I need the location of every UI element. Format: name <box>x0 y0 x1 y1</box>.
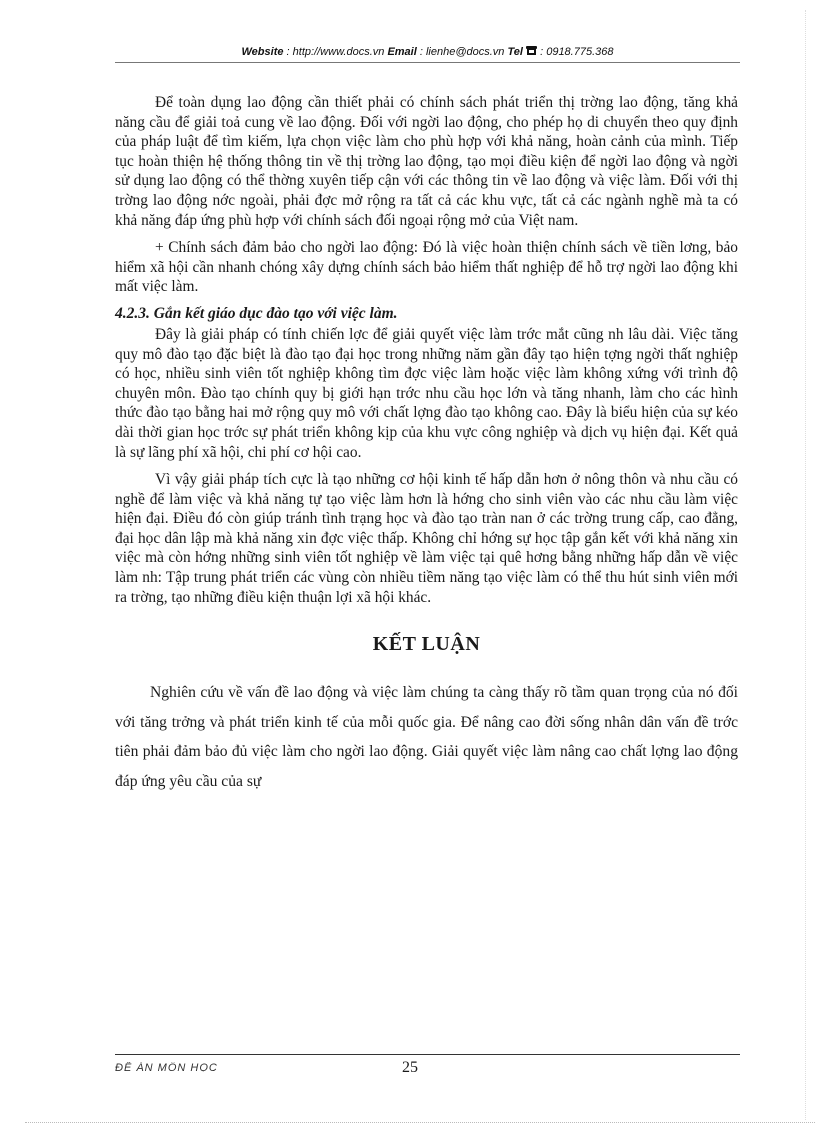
tel-value: : 0918.775.368 <box>540 46 614 58</box>
conclusion-title: KẾT LUẬN <box>372 633 481 656</box>
paragraph-rural-opportunities: Vì vậy giải pháp tích cực là tạo những cơ hội kinh tế hấp dẫn hơn ở nông thôn và nhu cầu có nghề để làm việc và khả năng tự tạo việc làm hơn là hớng cho sinh viên vào các nhu cầu làm việc hiện đại. Điều đó còn giúp tránh tình trạng học và đào tạo tràn nan ở các trờng trung cấp, cao đẳng, đại học dân lập mà khả năng xin đợc việc thấp. Không chỉ hớng sự học tập gắn kết với khả năng xin việc mà còn hớng những sinh viên tốt nghiệp về làm việc tại quê hơng bằng những hấp dẫn về việc làm nh: Tập trung phát triển các vùng còn nhiều tiềm năng tạo việc làm có thể thu hút sinh viên mới ra trờng, tạo những điều kiện thuận lợi xã hội khác. <box>115 471 738 606</box>
paragraph-education-strategy: Đây là giải pháp có tính chiến lợc để giải quyết việc làm trớc mắt cũng nh lâu dài. Việc tăng quy mô đào tạo đặc biệt là đào tạo đại học trong những năm gần đây tạo hiện tợng ngời thất nghiệp có học, nhiều sinh viên tốt nghiệp không tìm đợc việc làm hoặc việc làm không xứng với trình độ chuyên môn. Đào tạo chính quy bị giới hạn trớc nhu cầu học lớn và tăng nhanh, làm cho các hình thức đào tạo bằng hai mở rộng quy mô với chất lợng đào tạo không cao. Đây là biểu hiện của sự kéo dài thời gian học trớc sự phát triển không kịp của khu vực công nghiệp và dịch vụ hiện đại. Kết quả là sự lãng phí xã hội, chi phí cơ hội cao. <box>115 325 738 461</box>
website-value: : http://www.docs.vn <box>286 46 385 58</box>
paragraph-worker-policy: + Chính sách đảm bảo cho ngời lao động: Đó là việc hoàn thiện chính sách về tiền lơng, bảo hiểm xã hội cần nhanh chóng xây dựng chính sách bảo hiểm thất nghiệp để hỗ trợ ngời lao động khi mất việc làm. <box>115 239 738 296</box>
email-value: : lienhe@docs.vn <box>419 46 505 58</box>
footer-divider <box>115 1054 740 1055</box>
document-body <box>115 93 738 796</box>
tel-label: Tel <box>507 46 523 58</box>
website-label: Website <box>241 46 284 58</box>
page-edge-right <box>805 10 806 1120</box>
email-label: Email <box>387 46 417 58</box>
footer-title: ĐỀ ÁN MÔN HỌC <box>115 1062 218 1072</box>
conclusion-paragraph: Nghiên cứu về vấn đề lao động và việc làm chúng ta càng thấy rõ tầm quan trọng của nó đối với tăng trởng và phát triển kinh tế của mỗi quốc gia. Để nâng cao đời sống nhân dân vấn đề trớc tiên phải đảm bảo đủ việc làm cho ngời lao động. Giải quyết việc làm nâng cao chất lợng lao động đáp ứng yêu cầu của sự <box>115 684 738 790</box>
page-header <box>115 46 740 63</box>
page-number: 25 <box>402 1059 418 1076</box>
section-heading: 4.2.3. Gắn kết giáo dục đào tạo với việc làm. <box>115 304 398 322</box>
paragraph-labor-market: Để toàn dụng lao động cần thiết phải có chính sách phát triển thị trờng lao động, tăng khả năng cầu để giải toả cung về lao động. Đối với ngời lao động, cho phép họ di chuyển theo quy định của pháp luật để tìm kiếm, lựa chọn việc làm cho phù hợp với khả năng, hoàn cảnh của mình. Tiếp tục hoàn thiện hệ thống thông tin về thị trờng lao động, tạo mọi điều kiện để ngời lao động và ngời sử dụng lao động có thể thờng xuyên tiếp cận với các thông tin về lao động và việc làm. Đối với thị trờng lao động nớc ngoài, phải đợc mở rộng ra tất cả các khu vực, tất cả các ngành nghề mà ta có khả năng đáp ứng phù hợp với chính sách đối ngoại rộng mở của Việt nam. <box>115 94 738 229</box>
phone-icon <box>526 46 537 58</box>
